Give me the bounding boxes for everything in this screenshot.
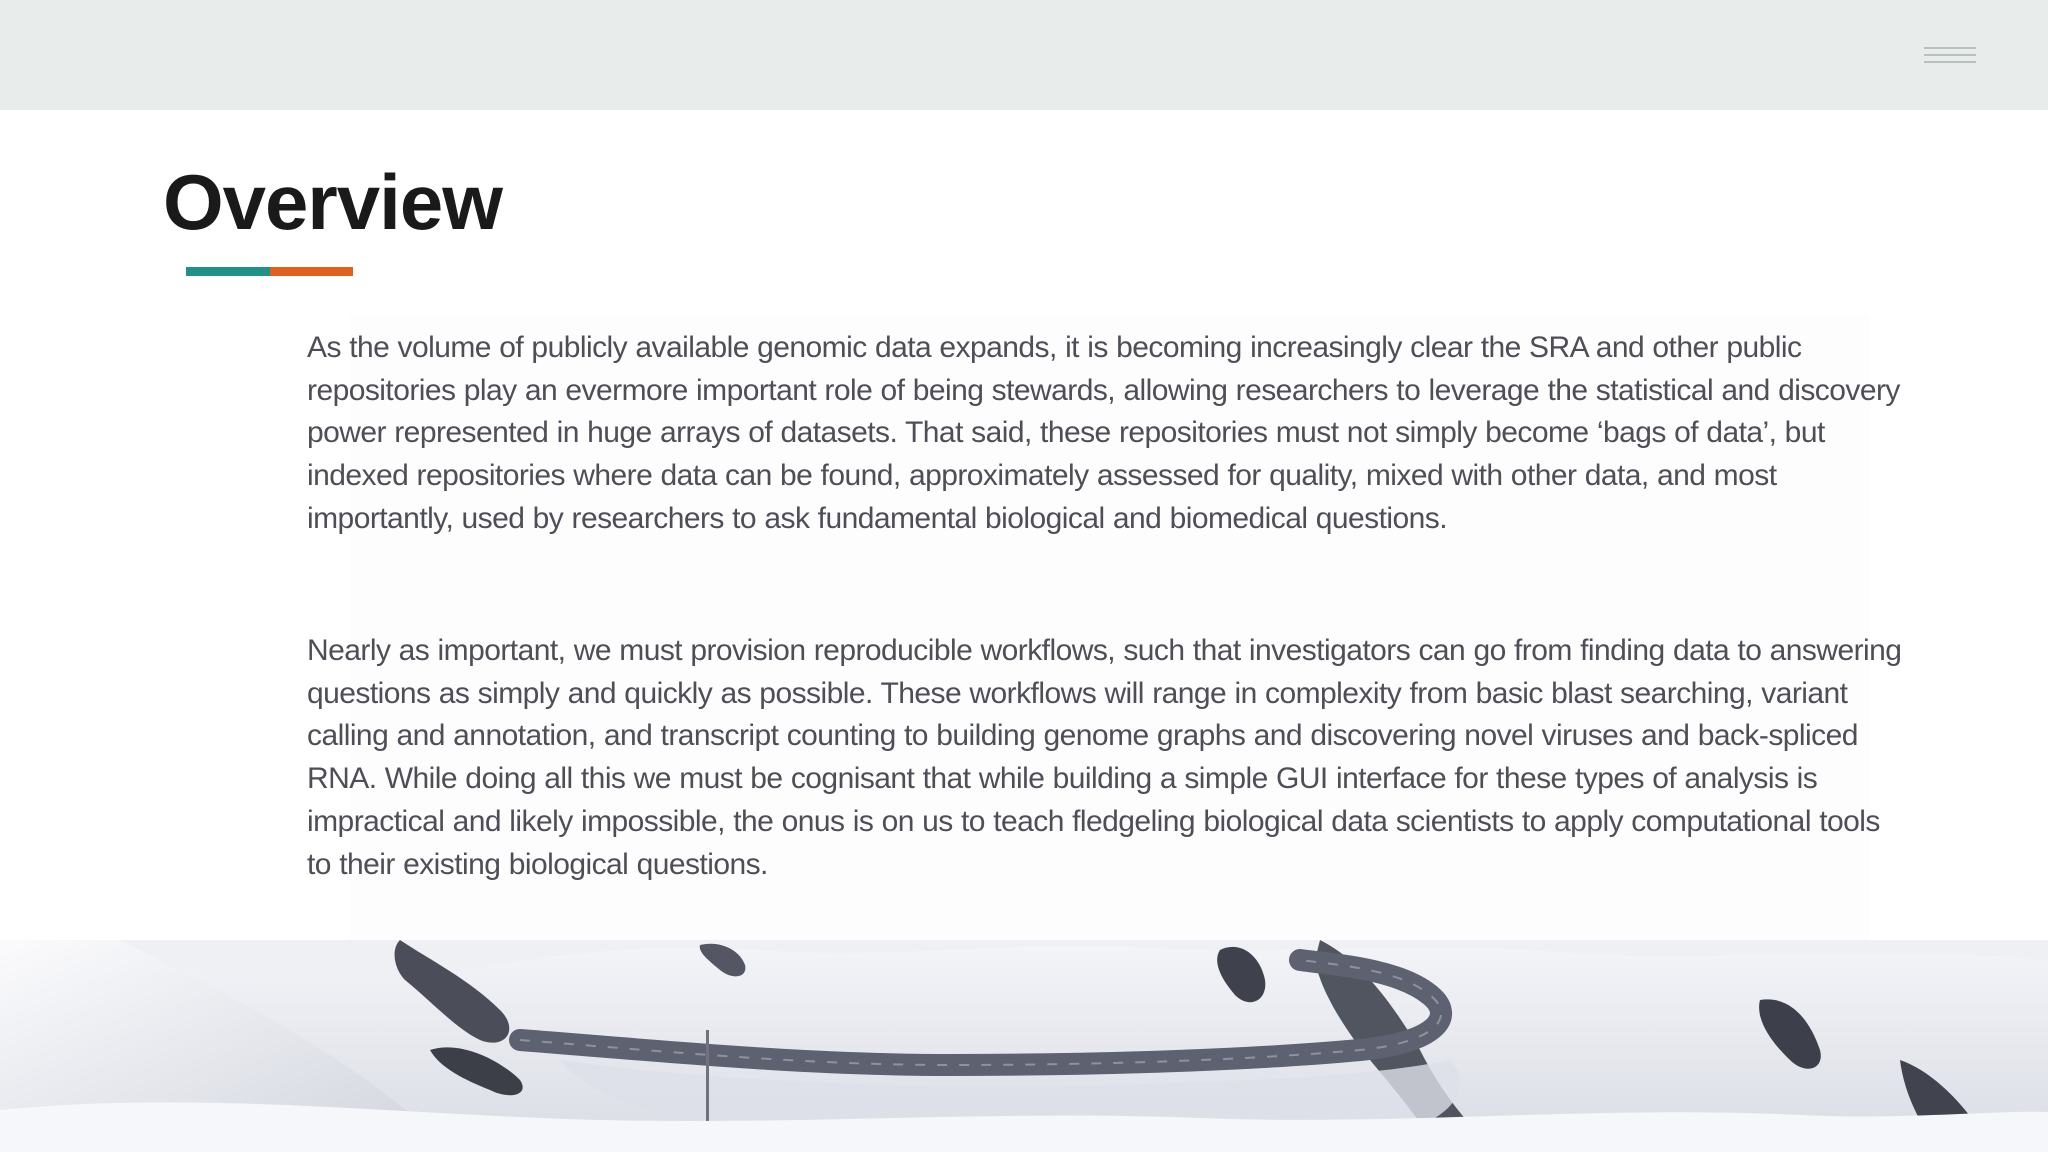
mountain-road-photo bbox=[0, 940, 2048, 1152]
accent-teal-segment bbox=[186, 267, 270, 276]
hamburger-menu-icon[interactable] bbox=[1924, 45, 1976, 67]
header-bar bbox=[0, 0, 2048, 110]
title-accent-bar bbox=[186, 267, 353, 276]
overview-paragraph-2: Nearly as important, we must provision reproducible workflows, such that investigators can go from finding data to answering questions as simply and quickly as possible. These workflows will range in complexity from basic blast searching, variant calling and annotation, and transcript counting to building genome graphs and discovering novel viruses and back-spliced RNA. While doing all this we must be cognisant that while building a simple GUI interface for these types of analysis is impractical and likely impossible, the onus is on us to teach fledgeling biological data scientists to apply computational tools to their existing biological questions. bbox=[307, 634, 1902, 881]
accent-orange-segment bbox=[270, 267, 353, 276]
slide-title: Overview bbox=[163, 158, 502, 246]
overview-paragraph-1: As the volume of publicly available genomic data expands, it is becoming increasingly clear the SRA and other public repositories play an evermore important role of being stewards, allowing researchers to leverage the statistical and discovery power represented in huge arrays of datasets. That said, these repositories must not simply become ‘bags of data’, but indexed repositories where data can be found, approximately assessed for quality, mixed with other data, and most importantly, used by researchers to ask fundamental biological and biomedical questions. bbox=[307, 331, 1900, 535]
